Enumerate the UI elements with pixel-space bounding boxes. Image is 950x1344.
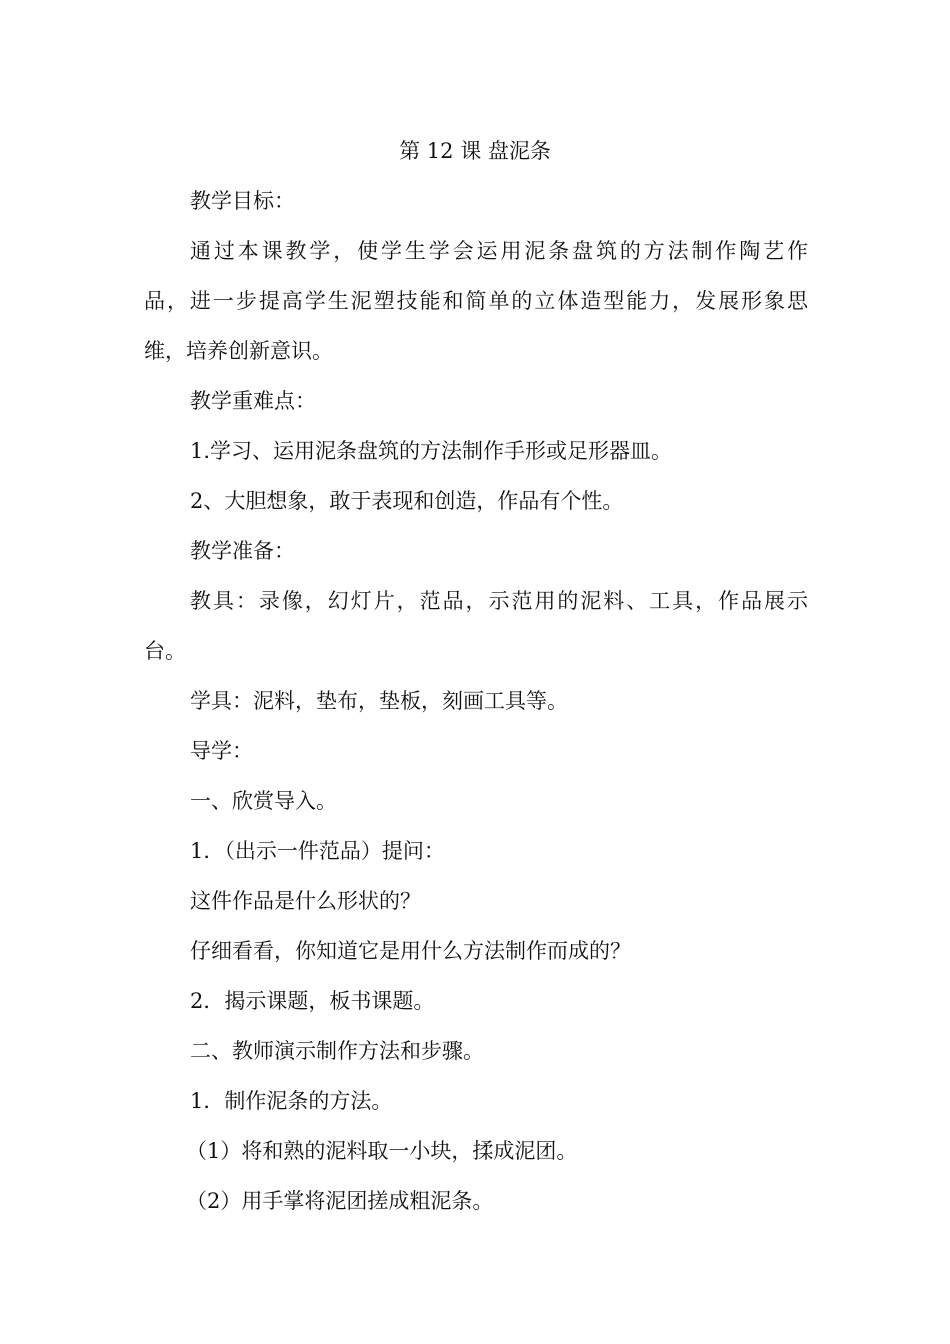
paragraph-line: 学具：泥料，垫布，垫板，刻画工具等。 [190,689,568,713]
list-item: 2．揭示课题，板书课题。 [190,989,435,1013]
list-item: （2）用手掌将泥团搓成粗泥条。 [186,1189,494,1213]
section-heading-key-points: 教学重难点： [190,389,316,413]
list-item: 1．制作泥条的方法。 [190,1089,393,1113]
paragraph-line: 台。 [144,639,186,663]
paragraph-line: 通过本课教学，使学生学会运用泥条盘筑的方法制作陶艺作 [190,239,808,263]
paragraph-line: 品，进一步提高学生泥塑技能和简单的立体造型能力，发展形象思 [144,289,808,313]
section-heading-objectives: 教学目标： [190,189,295,213]
list-item: 1.学习、运用泥条盘筑的方法制作手形或足形器皿。 [190,439,673,463]
list-item: 二、教师演示制作方法和步骤。 [190,1039,484,1063]
paragraph-line: 仔细看看，你知道它是用什么方法制作而成的？ [190,939,631,963]
page-title: 第 12 课 盘泥条 [399,139,551,163]
section-heading-preparation: 教学准备： [190,539,295,563]
list-item: 1．（出示一件范品）提问： [190,839,445,863]
list-item: 一、欣赏导入。 [190,789,337,813]
list-item: （1）将和熟的泥料取一小块，揉成泥团。 [186,1139,578,1163]
paragraph-line: 这件作品是什么形状的？ [190,889,421,913]
list-item: 2、大胆想象，敢于表现和创造，作品有个性。 [190,489,624,513]
paragraph-line: 维，培养创新意识。 [144,339,333,363]
paragraph-line: 教具：录像，幻灯片，范品，示范用的泥料、工具，作品展示 [190,589,808,613]
section-heading-guide: 导学： [190,739,253,763]
